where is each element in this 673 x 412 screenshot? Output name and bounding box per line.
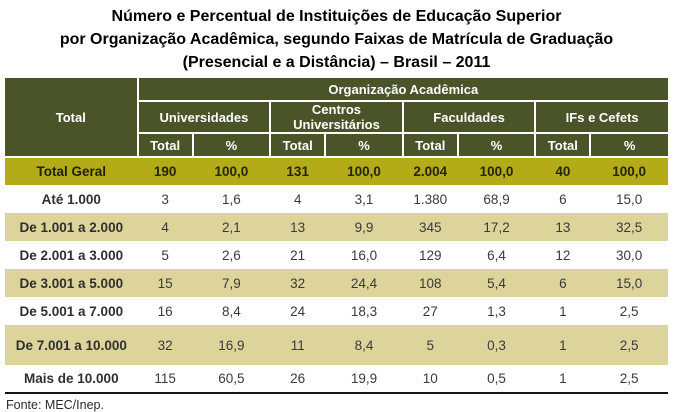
- value-cell: 5,4: [458, 269, 536, 297]
- value-cell: 1.380: [403, 185, 458, 213]
- table-header: [5, 78, 668, 157]
- value-cell: 32,5: [590, 213, 668, 241]
- value-cell: 13: [535, 213, 590, 241]
- table-row: [5, 157, 668, 185]
- value-cell: 16: [138, 297, 193, 325]
- value-cell: 40: [535, 157, 590, 185]
- subheader-pct: %: [193, 133, 271, 157]
- subheader-total: Total: [138, 133, 193, 157]
- value-cell: 190: [138, 157, 193, 185]
- value-cell: 21: [270, 241, 325, 269]
- table-row: [5, 269, 668, 297]
- value-cell: 100,0: [458, 157, 536, 185]
- row-label: Mais de 10.000: [5, 365, 138, 393]
- group-header-ifs-e-cefets: IFs e Cefets: [535, 101, 668, 133]
- value-cell: 12: [535, 241, 590, 269]
- value-cell: 16,9: [193, 325, 271, 365]
- corner-header-total: Total: [5, 78, 138, 157]
- group-header-faculdades: Faculdades: [403, 101, 536, 133]
- row-label: Até 1.000: [5, 185, 138, 213]
- value-cell: 2.004: [403, 157, 458, 185]
- table-container: [0, 78, 673, 394]
- value-cell: 115: [138, 365, 193, 393]
- value-cell: 5: [403, 325, 458, 365]
- value-cell: 0,5: [458, 365, 536, 393]
- value-cell: 3: [138, 185, 193, 213]
- value-cell: 15,0: [590, 185, 668, 213]
- figure-title: [0, 0, 673, 78]
- value-cell: 9,9: [325, 213, 403, 241]
- value-cell: 13: [270, 213, 325, 241]
- value-cell: 10: [403, 365, 458, 393]
- data-table: [5, 78, 668, 394]
- table-row: [5, 325, 668, 365]
- group-header-centros-universitarios: Centros Universitários: [270, 101, 403, 133]
- subheader-total: Total: [270, 133, 325, 157]
- table-row: [5, 241, 668, 269]
- value-cell: 1: [535, 365, 590, 393]
- value-cell: 1,6: [193, 185, 271, 213]
- table-row: [5, 297, 668, 325]
- value-cell: 2,5: [590, 297, 668, 325]
- group-header-universidades: Universidades: [138, 101, 271, 133]
- value-cell: 1,3: [458, 297, 536, 325]
- value-cell: 26: [270, 365, 325, 393]
- value-cell: 1: [535, 325, 590, 365]
- value-cell: 0,3: [458, 325, 536, 365]
- table-row: [5, 213, 668, 241]
- header-row-top: [5, 78, 668, 101]
- value-cell: 32: [138, 325, 193, 365]
- value-cell: 32: [270, 269, 325, 297]
- value-cell: 6: [535, 185, 590, 213]
- value-cell: 2,5: [590, 365, 668, 393]
- subheader-total: Total: [403, 133, 458, 157]
- value-cell: 129: [403, 241, 458, 269]
- value-cell: 1: [535, 297, 590, 325]
- table-row: [5, 365, 668, 393]
- value-cell: 15: [138, 269, 193, 297]
- value-cell: 108: [403, 269, 458, 297]
- value-cell: 30,0: [590, 241, 668, 269]
- table-body: [5, 157, 668, 393]
- subheader-pct: %: [325, 133, 403, 157]
- group-header-organizacao-academica: Organização Acadêmica: [138, 78, 668, 101]
- value-cell: 100,0: [193, 157, 271, 185]
- value-cell: 15,0: [590, 269, 668, 297]
- value-cell: 2,5: [590, 325, 668, 365]
- source-note: Fonte: MEC/Inep.: [6, 398, 104, 412]
- title-line-2: por Organização Acadêmica, segundo Faixas de Matrícula de Graduação: [59, 31, 614, 48]
- value-cell: 2,1: [193, 213, 271, 241]
- value-cell: 6: [535, 269, 590, 297]
- value-cell: 3,1: [325, 185, 403, 213]
- title-line-1: Número e Percentual de Instituições de Educação Superior: [111, 8, 562, 25]
- row-label: De 2.001 a 3.000: [5, 241, 138, 269]
- value-cell: 11: [270, 325, 325, 365]
- value-cell: 68,9: [458, 185, 536, 213]
- value-cell: 100,0: [325, 157, 403, 185]
- title-line-3: (Presencial e a Distância) – Brasil – 2011: [182, 54, 491, 71]
- value-cell: 16,0: [325, 241, 403, 269]
- row-label: De 5.001 a 7.000: [5, 297, 138, 325]
- value-cell: 18,3: [325, 297, 403, 325]
- value-cell: 27: [403, 297, 458, 325]
- row-label: De 1.001 a 2.000: [5, 213, 138, 241]
- subheader-pct: %: [458, 133, 536, 157]
- value-cell: 6,4: [458, 241, 536, 269]
- table-row: [5, 185, 668, 213]
- row-label: Total Geral: [5, 157, 138, 185]
- value-cell: 17,2: [458, 213, 536, 241]
- value-cell: 19,9: [325, 365, 403, 393]
- value-cell: 2,6: [193, 241, 271, 269]
- value-cell: 8,4: [193, 297, 271, 325]
- value-cell: 4: [138, 213, 193, 241]
- value-cell: 8,4: [325, 325, 403, 365]
- subheader-pct: %: [590, 133, 668, 157]
- value-cell: 7,9: [193, 269, 271, 297]
- value-cell: 4: [270, 185, 325, 213]
- value-cell: 24: [270, 297, 325, 325]
- row-label: De 7.001 a 10.000: [5, 325, 138, 365]
- value-cell: 100,0: [590, 157, 668, 185]
- value-cell: 5: [138, 241, 193, 269]
- subheader-total: Total: [535, 133, 590, 157]
- value-cell: 60,5: [193, 365, 271, 393]
- row-label: De 3.001 a 5.000: [5, 269, 138, 297]
- value-cell: 131: [270, 157, 325, 185]
- value-cell: 345: [403, 213, 458, 241]
- value-cell: 24,4: [325, 269, 403, 297]
